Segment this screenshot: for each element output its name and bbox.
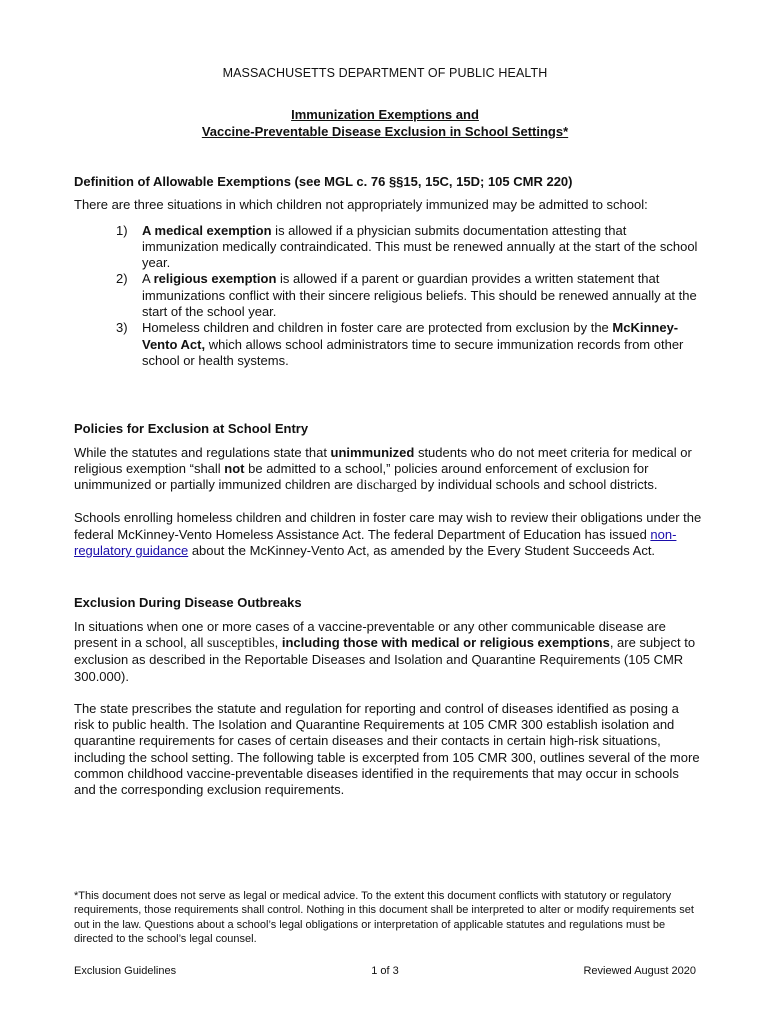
list-number: 3) xyxy=(116,320,128,336)
title-line-2: Vaccine-Preventable Disease Exclusion in School Settings* xyxy=(201,124,569,139)
section-heading-outbreak-exclusion: Exclusion During Disease Outbreaks xyxy=(74,595,302,611)
title-line-1: Immunization Exemptions and xyxy=(291,107,479,122)
document-title xyxy=(0,106,770,140)
document-body xyxy=(74,174,702,799)
entry-exclusion-paragraph: While the statutes and regulations state that unimmunized students who do not meet criteria for medical or religious exemption “shall not be admitted to a school,” policies around enforcement of exclusion for unimmunized or partially immunized children are discharged by individual schools and school districts. xyxy=(74,444,692,494)
list-number: 2) xyxy=(116,271,128,287)
mckinney-vento-term: McKinney-Vento Act, xyxy=(142,320,679,352)
medical-exemption-term: A medical exemption xyxy=(142,222,272,238)
agency-header: MASSACHUSETTS DEPARTMENT OF PUBLIC HEALTH xyxy=(222,66,548,80)
section-heading-entry-exclusion: Policies for Exclusion at School Entry xyxy=(74,421,309,437)
non-regulatory-guidance-link[interactable]: non-regulatory guidance xyxy=(74,526,677,559)
list-item: 3) Homeless children and children in foster care are protected from exclusion by the McKinney-Vento Act, which allows school administrators time to secure immunization records from other school or health systems. xyxy=(116,320,684,368)
state-regulation-paragraph: The state prescribes the statute and regulation for reporting and control of diseases identified as posing a risk to public health. The Isolation and Quarantine Requirements at 105 CMR 300 establish isolation and quarantine requirements for cases of certain diseases and their contacts in certain high-risk situations, including the school setting. The following table is excerpted from 105 CMR 300, outlines several of the more common childhood vaccine-preventable diseases identified in the requirements that may occur in schools and the corresponding exclusion requirements. xyxy=(74,700,700,798)
exemptions-intro: There are three situations in which children not appropriately immunized may be admitted to school: xyxy=(74,197,648,213)
list-item: 2) A religious exemption is allowed if a parent or guardian provides a written statement that immunizations conflict with their sincere religious beliefs. This should be renewed annually at the start of the school year. xyxy=(116,271,697,320)
footer-review-date: Reviewed August 2020 xyxy=(583,965,696,977)
exemption-list xyxy=(74,223,702,370)
section-heading-exemptions: Definition of Allowable Exemptions (see MGL c. 76 §§15, 15C, 15D; 105 CMR 220) xyxy=(74,174,573,189)
footer-page-number: 1 of 3 xyxy=(371,965,399,977)
footer-doc-name: Exclusion Guidelines xyxy=(74,965,177,977)
religious-exemption-term: religious exemption xyxy=(153,271,277,287)
list-number: 1) xyxy=(116,222,128,238)
list-item: 1) A medical exemption is allowed if a physician submits documentation attesting that immunization medically contraindicated. This must be renewed annually at the start of the school year. xyxy=(116,222,698,271)
outbreak-paragraph: In situations when one or more cases of a vaccine-preventable or any other communicable disease are present in a school, all susceptibles, including those with medical or religious exemptions, are subject to exclusion as described in the Reportable Diseases and Isolation and Quarantine Requirements (105 CMR 300.000). xyxy=(74,618,696,684)
legal-disclaimer-footnote: *This document does not serve as legal or medical advice. To the extent this document conflicts with statutory or regulatory requirements, those requirements shall control. Nothing in this document shall be interpreted to alter or modify requirements set out in the law. Questions about a school’s legal obligations or interpretation of applicable statutes and regulations must be directed to the school’s legal counsel. xyxy=(74,890,694,945)
homeless-foster-paragraph: Schools enrolling homeless children and children in foster care may wish to review their obligations under the federal McKinney-Vento Homeless Assistance Act. The federal Department of Education has issued non-regulatory guidance about the McKinney-Vento Act, as amended by the Every Student Succeeds Act. xyxy=(74,510,702,559)
